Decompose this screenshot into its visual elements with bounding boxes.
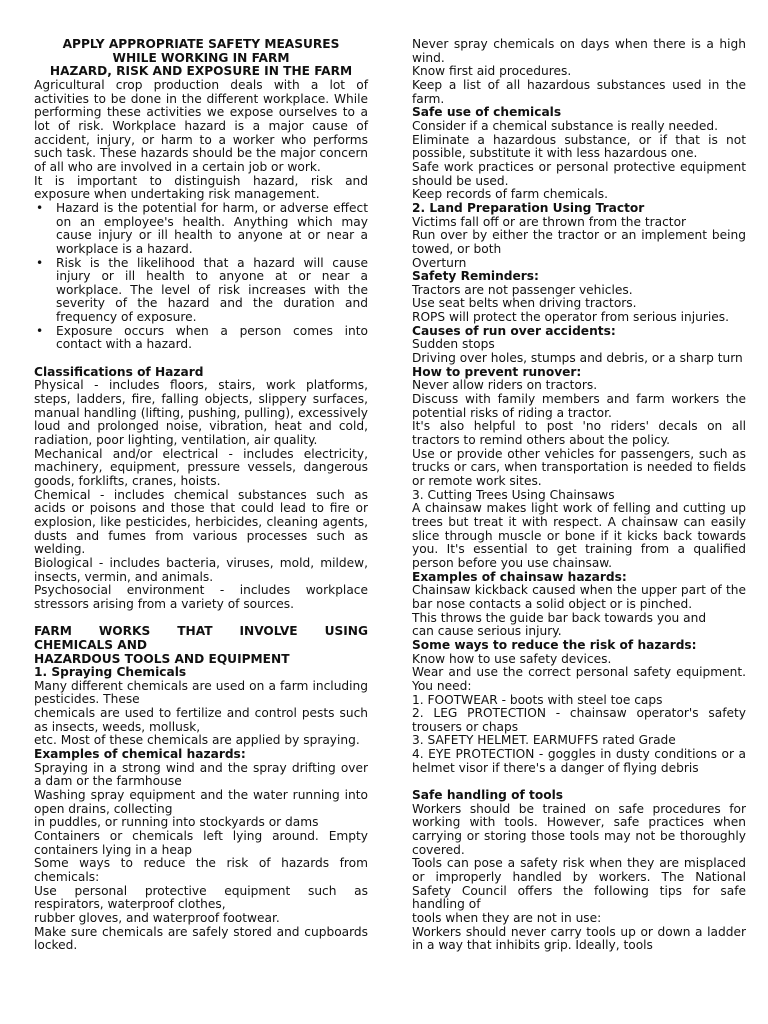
- heading-farm-works: FARM WORKS THAT INVOLVE USING: [34, 624, 368, 639]
- intro-paragraph: Agricultural crop production deals with a lot of activities to be done in the different workplace. While performing these activities we expose ourselves to a lot of risk. Workplace hazard is a major cause of accident, injury, or harm to a worker who performs such task. These hazards should be the major concern of all who are involved in a certain job or work.: [34, 77, 368, 174]
- chemical-hazard-2b: in puddles, or running into stockyards or dams: [34, 815, 319, 830]
- heading-safety-reminders: Safety Reminders:: [412, 269, 539, 284]
- tools-text-2: Tools can pose a safety risk when they are misplaced or improperly handled by workers. The National Safety Council offers the following tips for safe handling of: [412, 856, 746, 912]
- class-physical: Physical - includes floors, stairs, work platforms, steps, ladders, fire, falling objects, slippery surfaces, manual handling (lifting, pushing, pulling), excessively loud and prolonged noise, vibration, heat and cold, radiation, poor lighting, ventilation, air quality.: [34, 378, 368, 448]
- definition-list: [34, 202, 368, 352]
- heading-chemical-hazards: Examples of chemical hazards:: [34, 747, 246, 762]
- heading-hazardous-tools: HAZARDOUS TOOLS AND EQUIPMENT: [34, 651, 290, 666]
- equipment-footwear: 1. FOOTWEAR - boots with steel toe caps: [412, 692, 663, 707]
- left-column: [34, 38, 368, 953]
- use-ppe: Use personal protective equipment such as respirators, waterproof clothes,: [34, 883, 368, 912]
- tools-text-3: tools when they are not in use:: [412, 910, 602, 925]
- right-column: [412, 38, 746, 953]
- use-ppe-2: rubber gloves, and waterproof footwear.: [34, 910, 280, 925]
- heading-classifications: Classifications of Hazard: [34, 364, 204, 379]
- heading-cutting-trees: 3. Cutting Trees Using Chainsaws: [412, 487, 615, 502]
- chemical-hazard-2: Washing spray equipment and the water running into open drains, collecting: [34, 788, 368, 816]
- land-prep-2: Run over by either the tractor or an implement being towed, or both: [412, 228, 746, 256]
- section-title-hazard-risk-exposure: HAZARD, RISK AND EXPOSURE IN THE FARM: [49, 64, 353, 79]
- cutting-trees-text: A chainsaw makes light work of felling and cutting up trees but treat it with respect. A chainsaw can easily slice through muscle or bone if it kicks back towards you. It's essential to get training from a qualified person before you use chainsaw.: [412, 501, 746, 570]
- equipment-eye-protection: 4. EYE PROTECTION - goggles in dusty conditions or a helmet visor if there's a danger of flying debris: [412, 747, 746, 775]
- safe-chem-1: Consider if a chemical substance is really needed.: [412, 118, 718, 133]
- class-biological: Biological - includes bacteria, viruses, mold, mildew, insects, vermin, and animals.: [34, 555, 368, 584]
- heading-spraying-chemicals: 1. Spraying Chemicals: [34, 665, 187, 680]
- tools-text-4: Workers should never carry tools up or down a ladder in a way that inhibits grip. Ideally, tools: [412, 924, 746, 953]
- document-subtitle: WHILE WORKING IN FARM: [112, 50, 290, 65]
- rule-first-aid: Know first aid procedures.: [412, 64, 572, 79]
- safe-chem-2: Eliminate a hazardous substance, or if that is not possible, substitute it with less hazardous one.: [412, 132, 746, 161]
- reminder-2: Use seat belts when driving tractors.: [412, 296, 637, 311]
- chainsaw-hazard-2: This throws the guide bar back towards you and: [412, 610, 707, 625]
- safe-chem-4: Keep records of farm chemicals.: [412, 187, 609, 202]
- spraying-text-1: Many different chemicals are used on a farm including pesticides. These: [34, 678, 368, 707]
- rule-high-wind: Never spray chemicals on days when there is a high wind.: [412, 37, 746, 65]
- reduce-chemical-risk: Some ways to reduce the risk of hazards from chemicals:: [34, 856, 368, 884]
- reduce-1: Know how to use safety devices.: [412, 651, 612, 666]
- definition-exposure: • Exposure occurs when a person comes into contact with a hazard.: [56, 325, 368, 352]
- reminder-3: ROPS will protect the operator from serious injuries.: [412, 310, 729, 325]
- rule-list-substances: Keep a list of all hazardous substances used in the farm.: [412, 77, 746, 106]
- prevent-3: It's also helpful to post 'no riders' decals on all tractors to remind others about the policy.: [412, 419, 746, 448]
- chainsaw-hazard-1: Chainsaw kickback caused when the upper part of the bar nose contacts a solid object or is pinched.: [412, 583, 746, 611]
- prevent-4: Use or provide other vehicles for passengers, such as trucks or cars, when transportation is needed to fields or remote work sites.: [412, 446, 746, 488]
- chemical-hazard-1: Spraying in a strong wind and the spray drifting over a dam or the farmhouse: [34, 760, 368, 789]
- reminder-1: Tractors are not passenger vehicles.: [412, 282, 633, 297]
- land-prep-1: Victims fall off or are thrown from the tractor: [412, 214, 687, 229]
- heading-runover-causes: Causes of run over accidents:: [412, 323, 616, 338]
- heading-safe-chemicals: Safe use of chemicals: [412, 105, 562, 120]
- class-mechanical: Mechanical and/or electrical - includes electricity, machinery, equipment, pressure vessels, dangerous goods, forklifts, cranes, hoists.: [34, 446, 368, 488]
- equipment-safety-helmet: 3. SAFETY HELMET. EARMUFFS rated Grade: [412, 733, 676, 748]
- prevent-2: Discuss with family members and farm workers the potential risks of riding a tractor.: [412, 392, 746, 420]
- heading-farm-works-2: CHEMICALS AND: [34, 637, 148, 652]
- heading-prevent-runover: How to prevent runover:: [412, 364, 582, 379]
- heading-safe-tools: Safe handling of tools: [412, 788, 564, 803]
- document-title: APPLY APPROPRIATE SAFETY MEASURES: [62, 37, 340, 51]
- heading-reduce-risk: Some ways to reduce the risk of hazards:: [412, 637, 697, 652]
- land-prep-3: Overturn: [412, 255, 467, 270]
- equipment-leg-protection: 2. LEG PROTECTION - chainsaw operator's safety trousers or chaps: [412, 706, 746, 734]
- store-chemicals: Make sure chemicals are safely stored and cupboards locked.: [34, 924, 368, 953]
- chainsaw-hazard-3: can cause serious injury.: [412, 624, 562, 639]
- definition-hazard: • Hazard is the potential for harm, or adverse effect on an employee's health. Anything which may cause injury or ill health to anyone at or near a workplace is a hazard.: [56, 202, 368, 257]
- intro-paragraph-2: It is important to distinguish hazard, risk and exposure when undertaking risk management.: [34, 173, 368, 202]
- class-chemical: Chemical - includes chemical substances such as acids or poisons and those that could lead to fire or explosion, like pesticides, herbicides, cleaning agents, dusts and fumes from various processes such as welding.: [34, 487, 368, 557]
- tools-text-1: Workers should be trained on safe procedures for working with tools. However, safe practices when carrying or storing those tools may not be thoroughly covered.: [412, 801, 746, 857]
- spraying-text-2: chemicals are used to fertilize and control pests such as insects, weeds, mollusk,: [34, 706, 368, 734]
- definition-risk: • Risk is the likelihood that a hazard will cause injury or ill health to anyone at or near a workplace. The level of risk increases with the severity of the hazard and the duration and frequency of exposure.: [56, 257, 368, 325]
- reduce-2: Wear and use the correct personal safety equipment. You need:: [412, 665, 746, 693]
- heading-land-preparation: 2. Land Preparation Using Tractor: [412, 200, 645, 215]
- prevent-1: Never allow riders on tractors.: [412, 378, 598, 393]
- chemical-hazard-3: Containers or chemicals left lying around. Empty containers lying in a heap: [34, 829, 368, 857]
- cause-2: Driving over holes, stumps and debris, or a sharp turn: [412, 351, 743, 366]
- safe-chem-3: Safe work practices or personal protective equipment should be used.: [412, 159, 746, 188]
- heading-chainsaw-hazards: Examples of chainsaw hazards:: [412, 569, 627, 584]
- cause-1: Sudden stops: [412, 337, 495, 352]
- class-psychosocial: Psychosocial environment - includes workplace stressors arising from a variety of sources.: [34, 583, 368, 611]
- spraying-text-3: etc. Most of these chemicals are applied by spraying.: [34, 733, 360, 748]
